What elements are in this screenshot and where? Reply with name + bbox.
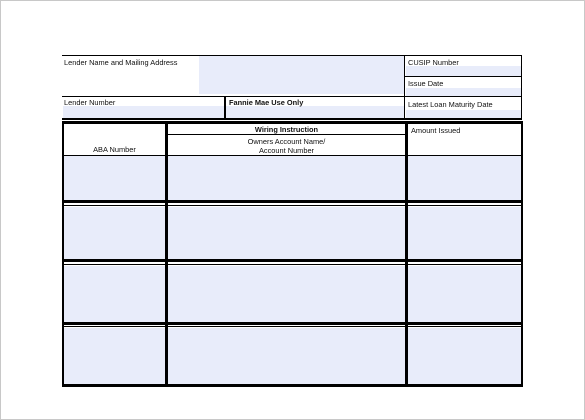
amount-issued-field-row-1[interactable]: [408, 156, 521, 200]
account-field-row-3[interactable]: [168, 266, 405, 322]
lender-number-field[interactable]: [63, 106, 224, 118]
aba-number-label: ABA Number: [93, 145, 136, 154]
owners-account-name-label: Owners Account Name/: [247, 137, 326, 146]
amount-issued-field-row-4[interactable]: [408, 328, 521, 384]
lender-name-address-field[interactable]: [199, 56, 404, 94]
rule: [62, 155, 523, 156]
rule: [167, 134, 406, 135]
issue-date-field[interactable]: [406, 88, 521, 96]
rule: [62, 55, 522, 56]
rule: [62, 384, 523, 387]
rule: [62, 205, 523, 206]
cusip-number-label: CUSIP Number: [408, 58, 459, 67]
latest-loan-maturity-date-label: Latest Loan Maturity Date: [408, 100, 493, 109]
rule: [62, 264, 523, 265]
cusip-number-field[interactable]: [406, 66, 521, 76]
rule: [62, 118, 522, 120]
fannie-mae-use-only-label: Fannie Mae Use Only: [229, 98, 304, 107]
aba-number-field-row-1[interactable]: [64, 156, 165, 200]
issue-date-label: Issue Date: [408, 79, 444, 88]
rule: [404, 76, 522, 77]
wiring-instruction-label: Wiring Instruction: [254, 125, 319, 134]
rule: [62, 121, 64, 387]
amount-issued-field-row-2[interactable]: [408, 207, 521, 259]
rule: [405, 121, 408, 387]
rule: [62, 326, 523, 327]
rule: [62, 200, 523, 203]
rule: [62, 259, 523, 262]
aba-number-field-row-4[interactable]: [64, 328, 165, 384]
rule: [62, 96, 522, 97]
amount-issued-label: Amount Issued: [411, 126, 461, 135]
rule: [165, 121, 168, 387]
fannie-mae-use-only-field[interactable]: [226, 106, 404, 118]
rule: [224, 96, 226, 120]
aba-number-field-row-3[interactable]: [64, 266, 165, 322]
rule: [62, 322, 523, 325]
rule: [521, 121, 523, 387]
account-field-row-1[interactable]: [168, 156, 405, 200]
account-number-label: Account Number: [258, 146, 315, 155]
account-field-row-4[interactable]: [168, 328, 405, 384]
aba-number-field-row-2[interactable]: [64, 207, 165, 259]
latest-loan-maturity-date-field[interactable]: [406, 110, 521, 118]
account-field-row-2[interactable]: [168, 207, 405, 259]
rule: [521, 55, 522, 120]
lender-number-label: Lender Number: [64, 98, 116, 107]
amount-issued-field-row-3[interactable]: [408, 266, 521, 322]
lender-name-address-label: Lender Name and Mailing Address: [64, 58, 178, 67]
rule: [62, 121, 523, 124]
rule: [404, 55, 405, 120]
